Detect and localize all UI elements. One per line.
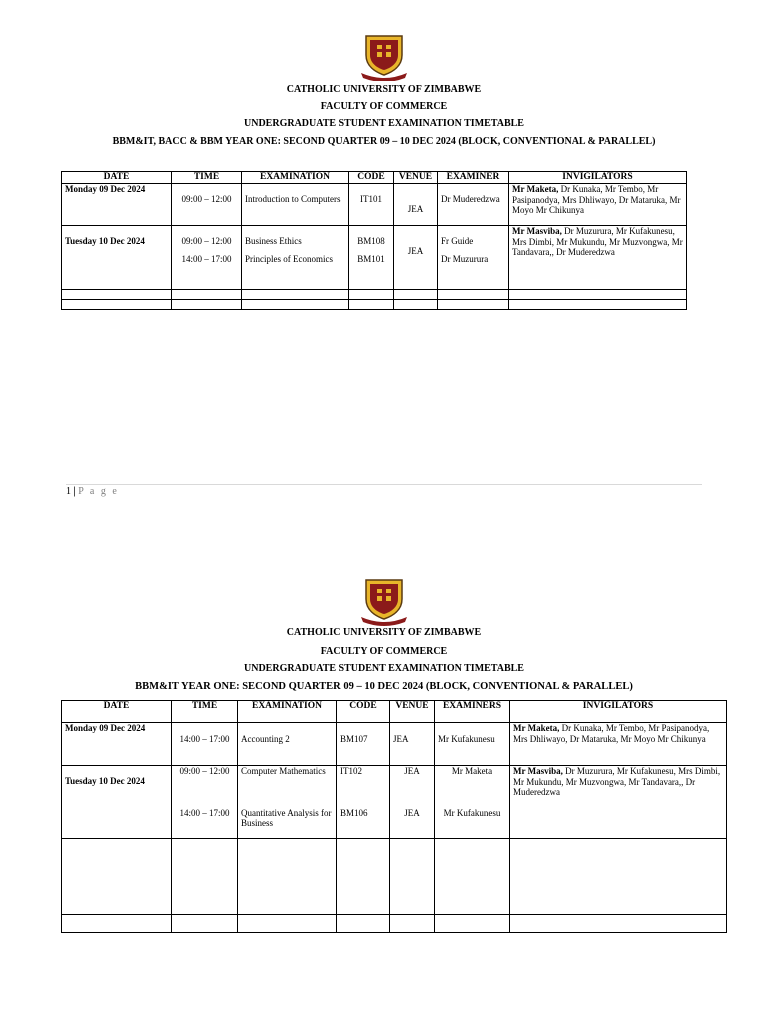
venue-1: JEA: [404, 766, 420, 776]
exam-cell: Introduction to Computers: [242, 184, 349, 226]
chief-invigilator: Mr Masviba,: [512, 226, 562, 236]
examiner-2: Dr Muzurura: [441, 253, 489, 264]
university-name: CATHOLIC UNIVERSITY OF ZIMBABWE: [286, 84, 482, 95]
col-code: CODE: [337, 701, 390, 723]
code-cell: [349, 226, 394, 290]
examiner-cell: Mr Kufakunesu: [435, 723, 510, 766]
timetable-title: UNDERGRADUATE STUDENT EXAMINATION TIMETABLE: [244, 118, 524, 129]
code-cell: IT101: [349, 184, 394, 226]
code-cell: BM107: [337, 723, 390, 766]
time-cell: [172, 766, 238, 839]
university-crest-logo: [359, 33, 409, 81]
col-date: DATE: [62, 172, 172, 184]
faculty-name: FACULTY OF COMMERCE: [320, 101, 448, 112]
time-slot-2: 14:00 – 17:00: [179, 807, 230, 818]
time-cell: 09:00 – 12:00: [172, 184, 242, 226]
invigilator-list: Dr Kunaka, Mr Tembo, Mr Pasipanodya, Mrs Dhliwayo, Dr Mataruka, Mr Moyo Mr Chikunya: [513, 723, 710, 744]
time-slot-2: 14:00 – 17:00: [181, 253, 232, 264]
table-row: [62, 226, 687, 290]
date-cell: Monday 09 Dec 2024: [62, 184, 172, 226]
date-cell: Monday 09 Dec 2024: [62, 723, 172, 766]
col-venue: VENUE: [394, 172, 438, 184]
footer-rule: [66, 484, 702, 485]
programme-title: BBM&IT, BACC & BBM YEAR ONE: SECOND QUARTER 09 – 10 DEC 2024 (BLOCK, CONVENTIONAL & PARALLEL): [112, 136, 656, 147]
exam-cell: [238, 766, 337, 839]
exam-cell: Accounting 2: [238, 723, 337, 766]
col-time: TIME: [172, 172, 242, 184]
col-date: DATE: [62, 701, 172, 723]
examiner-1: Fr Guide: [441, 236, 474, 246]
invigilator-list: Dr Muzurura, Mr Kufakunesu, Mrs Dimbi, Mr Mukundu, Mr Muzvongwa, Mr Tandavara,, Dr Muderedzwa: [512, 226, 683, 257]
date-cell: Tuesday 10 Dec 2024: [62, 226, 172, 290]
venue-cell: JEA: [394, 226, 438, 290]
exam-timetable-2: [61, 700, 727, 933]
chief-invigilator: Mr Maketa,: [512, 184, 559, 194]
examiner-2: Mr Kufakunesu: [443, 807, 501, 818]
code-1: IT102: [340, 766, 362, 776]
code-2: BM101: [357, 253, 385, 264]
col-time: TIME: [172, 701, 238, 723]
table-row: [62, 766, 727, 839]
time-cell: [172, 226, 242, 290]
table-row-empty: [62, 915, 727, 933]
page-label: P a g e: [78, 486, 119, 497]
exam-2: Quantitative Analysis for Business: [241, 807, 332, 828]
col-examination: EXAMINATION: [242, 172, 349, 184]
table-row-empty: [62, 300, 687, 310]
university-name: CATHOLIC UNIVERSITY OF ZIMBABWE: [286, 627, 482, 638]
examiner-cell: [438, 226, 509, 290]
code-cell: [337, 766, 390, 839]
col-venue: VENUE: [390, 701, 435, 723]
examiner-1: Mr Maketa: [451, 766, 493, 776]
table-row: [62, 723, 727, 766]
time-cell: 14:00 – 17:00: [172, 723, 238, 766]
venue-cell: JEA: [394, 184, 438, 226]
col-invigilators: INVIGILATORS: [510, 701, 727, 723]
table-row-empty: [62, 290, 687, 300]
invigilator-list: Dr Muzurura, Mr Kufakunesu, Mrs Dimbi, Mr Mukundu, Mr Muzvongwa, Mr Tandavara,, Dr Muderedzwa: [513, 766, 721, 797]
exam-cell: [242, 226, 349, 290]
exam-timetable-1: [61, 171, 687, 310]
timetable-title: UNDERGRADUATE STUDENT EXAMINATION TIMETABLE: [244, 663, 524, 674]
chief-invigilator: Mr Maketa,: [513, 723, 560, 733]
col-examiners: EXAMINERS: [435, 701, 510, 723]
date-cell: Tuesday 10 Dec 2024: [62, 766, 172, 839]
examiner-cell: [435, 766, 510, 839]
time-slot-1: 09:00 – 12:00: [181, 236, 232, 246]
table-header-row: [62, 701, 727, 723]
page-separator: |: [71, 486, 79, 497]
invigilators-cell: [509, 226, 687, 290]
col-examination: EXAMINATION: [238, 701, 337, 723]
faculty-name: FACULTY OF COMMERCE: [320, 646, 448, 657]
venue-2: JEA: [404, 807, 420, 818]
page-number: 1: [66, 486, 71, 497]
examiner-cell: Dr Muderedzwa: [438, 184, 509, 226]
table-row-empty: [62, 839, 727, 915]
programme-title: BBM&IT YEAR ONE: SECOND QUARTER 09 – 10 DEC 2024 (BLOCK, CONVENTIONAL & PARALLEL): [135, 681, 633, 692]
page-footer: [66, 486, 119, 497]
code-2: BM106: [340, 807, 368, 818]
exam-1: Computer Mathematics: [241, 766, 326, 776]
table-row: [62, 184, 687, 226]
col-code: CODE: [349, 172, 394, 184]
exam-1: Business Ethics: [245, 236, 302, 246]
chief-invigilator: Mr Masviba,: [513, 766, 563, 776]
col-invigilators: INVIGILATORS: [509, 172, 687, 184]
time-slot-1: 09:00 – 12:00: [179, 766, 230, 776]
invigilators-cell: [509, 184, 687, 226]
exam-2: Principles of Economics: [245, 253, 333, 264]
venue-cell: JEA: [390, 723, 435, 766]
col-examiner: EXAMINER: [438, 172, 509, 184]
university-crest-logo: [359, 576, 409, 626]
invigilators-cell: [510, 723, 727, 766]
venue-cell: [390, 766, 435, 839]
invigilators-cell: [510, 766, 727, 839]
code-1: BM108: [357, 236, 385, 246]
table-header-row: [62, 172, 687, 184]
invigilator-list: Dr Kunaka, Mr Tembo, Mr Pasipanodya, Mrs Dhliwayo, Dr Mataruka, Mr Moyo Mr Chikunya: [512, 184, 681, 215]
